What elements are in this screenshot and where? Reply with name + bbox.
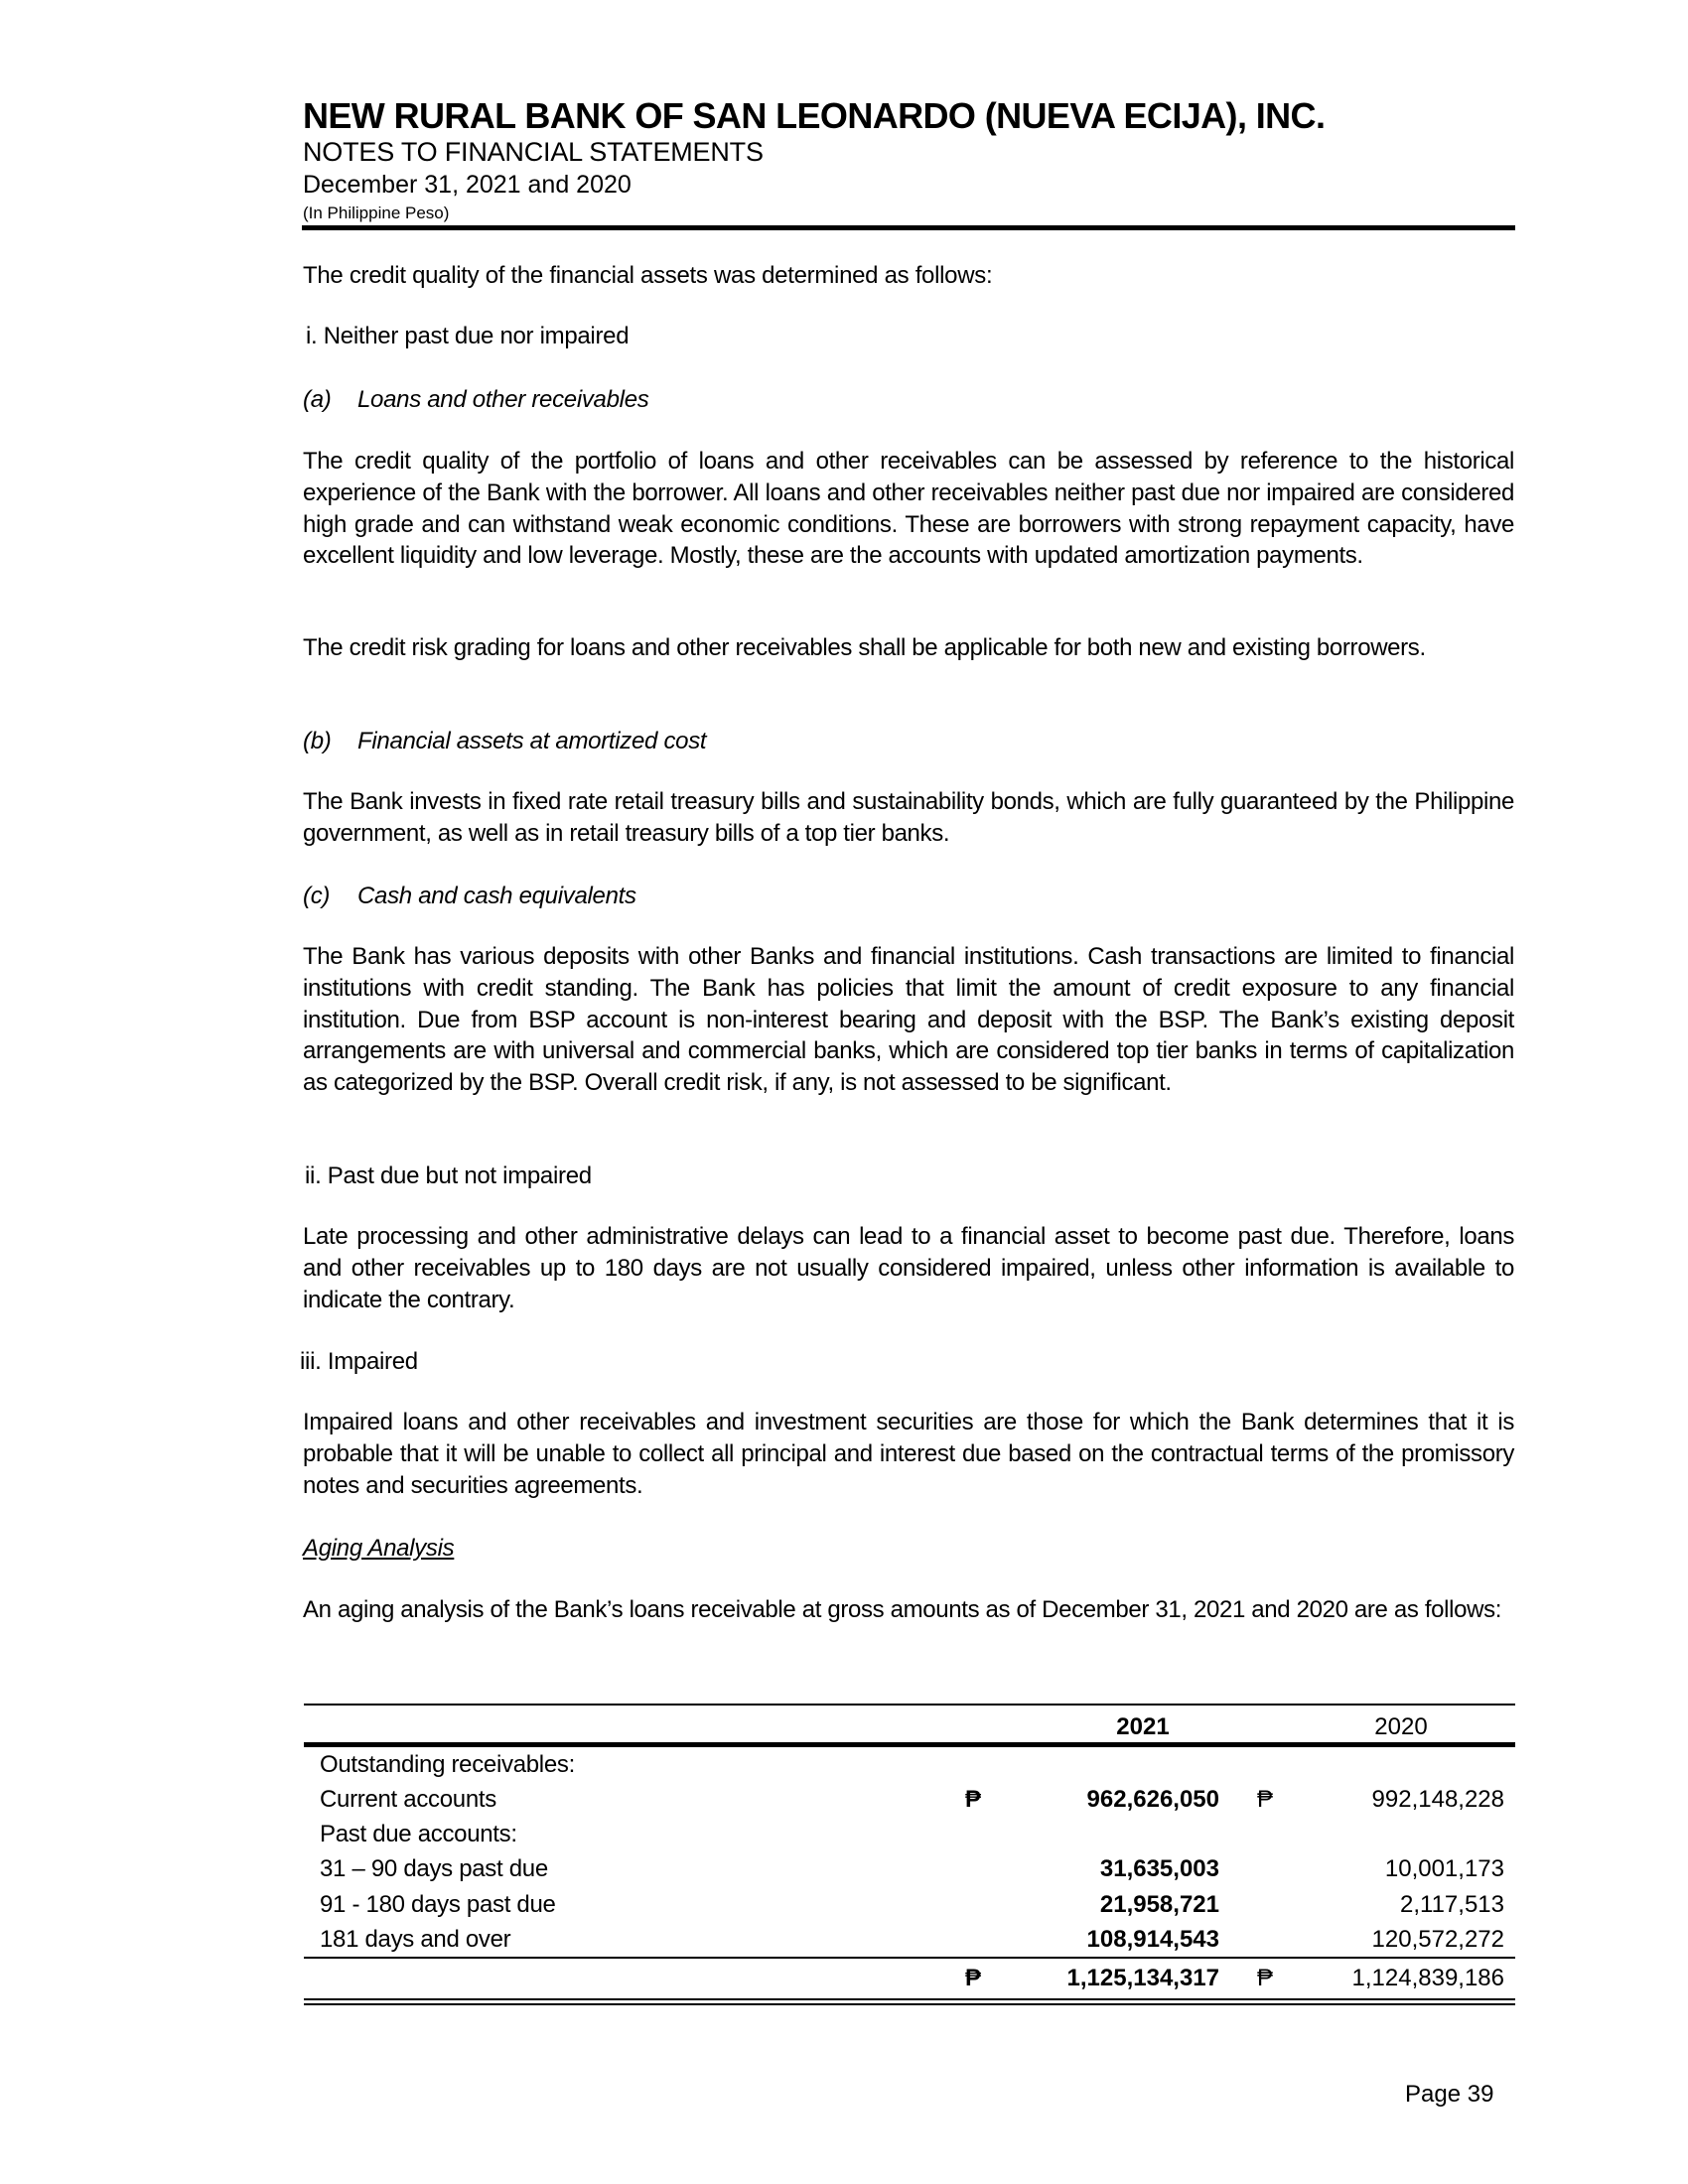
subsection-b-label: (b) <box>303 728 332 754</box>
table-header-rule <box>304 1742 1515 1747</box>
column-header-2020: 2020 <box>1374 1713 1428 1740</box>
paragraph-amortized-cost: The Bank invests in fixed rate retail treasury bills and sustainability bonds, which are fully guaranteed by the Philippine government, as well as in retail treasury bills of a top tier banks. <box>303 788 1514 847</box>
value-2021: 31,635,003 <box>1099 1855 1219 1882</box>
paragraph-risk-grading: The credit risk grading for loans and other receivables shall be applicable for both new and existing borrowers. <box>303 634 1426 661</box>
value-2021: 962,626,050 <box>1086 1786 1219 1813</box>
total-double-rule-bottom <box>304 2003 1515 2005</box>
value-2021: 108,914,543 <box>1086 1926 1219 1953</box>
row-label: 31 – 90 days past due <box>320 1855 548 1882</box>
subsection-a-title: Loans and other receivables <box>357 386 649 413</box>
value-2020: 10,001,173 <box>1384 1855 1504 1882</box>
row-label: Past due accounts: <box>320 1821 517 1847</box>
subtotal-rule <box>304 1957 1515 1959</box>
peso-sign-2020: ₱ <box>1257 1786 1274 1813</box>
page-number: Page 39 <box>1405 2081 1494 2108</box>
subsection-a-heading <box>303 384 648 416</box>
subsection-c-label: (c) <box>303 883 331 909</box>
reporting-period: December 31, 2021 and 2020 <box>303 171 632 199</box>
subsection-c-title: Cash and cash equivalents <box>357 883 636 909</box>
total-double-rule-top <box>304 1998 1515 2000</box>
peso-sign-2020: ₱ <box>1257 1965 1274 1991</box>
column-header-2021: 2021 <box>1116 1713 1170 1740</box>
row-label: Current accounts <box>320 1786 496 1813</box>
paragraph-impaired: Impaired loans and other receivables and investment securities are those for which the Bank determines that it is probable that it will be unable to collect all principal and interest due based on the contractual terms of the promissory notes and securities agreements. <box>303 1409 1514 1499</box>
value-2021: 21,958,721 <box>1099 1891 1219 1918</box>
aging-analysis-intro: An aging analysis of the Bank’s loans receivable at gross amounts as of December 31, 2021 and 2020 are as follows: <box>303 1596 1502 1623</box>
section-i-heading: i. Neither past due nor impaired <box>306 323 630 349</box>
subsection-b-heading <box>303 726 706 757</box>
table-top-rule <box>304 1704 1515 1706</box>
paragraph-past-due: Late processing and other administrative delays can lead to a financial asset to become past due. Therefore, loans and other receivables up to 180 days are not usually considered impaired, unless other information is available to indicate the contrary. <box>303 1223 1514 1313</box>
company-name: NEW RURAL BANK OF SAN LEONARDO (NUEVA ECIJA), INC. <box>303 95 1326 136</box>
peso-sign-2021: ₱ <box>965 1786 982 1813</box>
currency-note: (In Philippine Peso) <box>303 204 450 222</box>
subsection-a-label: (a) <box>303 386 332 413</box>
total-2021: 1,125,134,317 <box>1066 1965 1219 1991</box>
value-2020: 2,117,513 <box>1400 1891 1504 1918</box>
section-iii-heading: iii. Impaired <box>300 1348 418 1375</box>
section-ii-heading: ii. Past due but not impaired <box>305 1162 592 1189</box>
value-2020: 992,148,228 <box>1371 1786 1504 1813</box>
total-2020: 1,124,839,186 <box>1351 1965 1504 1991</box>
row-label: 181 days and over <box>320 1926 511 1953</box>
subsection-b-title: Financial assets at amortized cost <box>357 728 707 754</box>
value-2020: 120,572,272 <box>1371 1926 1504 1953</box>
aging-analysis-heading: Aging Analysis <box>303 1535 455 1562</box>
row-label: 91 - 180 days past due <box>320 1891 556 1918</box>
row-label: Outstanding receivables: <box>320 1751 575 1778</box>
paragraph-cash-equivalents: The Bank has various deposits with other Banks and financial institutions. Cash transactions are limited to financial institutions with credit standing. The Bank has policies that limit the amount of credit exposure to any financial institution. Due from BSP account is non-interest bearing and deposit with the BSP. The Bank’s existing deposit arrangements are with universal and commercial banks, which are considered top tier banks in terms of capitalization as categorized by the BSP. Overall credit risk, if any, is not assessed to be significant. <box>303 943 1514 1097</box>
paragraph-loans-quality: The credit quality of the portfolio of loans and other receivables can be assessed by reference to the historical experience of the Bank with the borrower. All loans and other receivables neither past due nor impaired are considered high grade and can withstand weak economic conditions. These are borrowers with strong repayment capacity, have excellent liquidity and low leverage. Mostly, these are the accounts with updated amortization payments. <box>303 448 1514 570</box>
header-divider <box>302 225 1515 230</box>
intro-text: The credit quality of the financial assets was determined as follows: <box>303 262 993 289</box>
subsection-c-heading <box>303 881 636 912</box>
peso-sign-2021: ₱ <box>965 1965 982 1991</box>
document-subtitle: NOTES TO FINANCIAL STATEMENTS <box>303 137 764 167</box>
